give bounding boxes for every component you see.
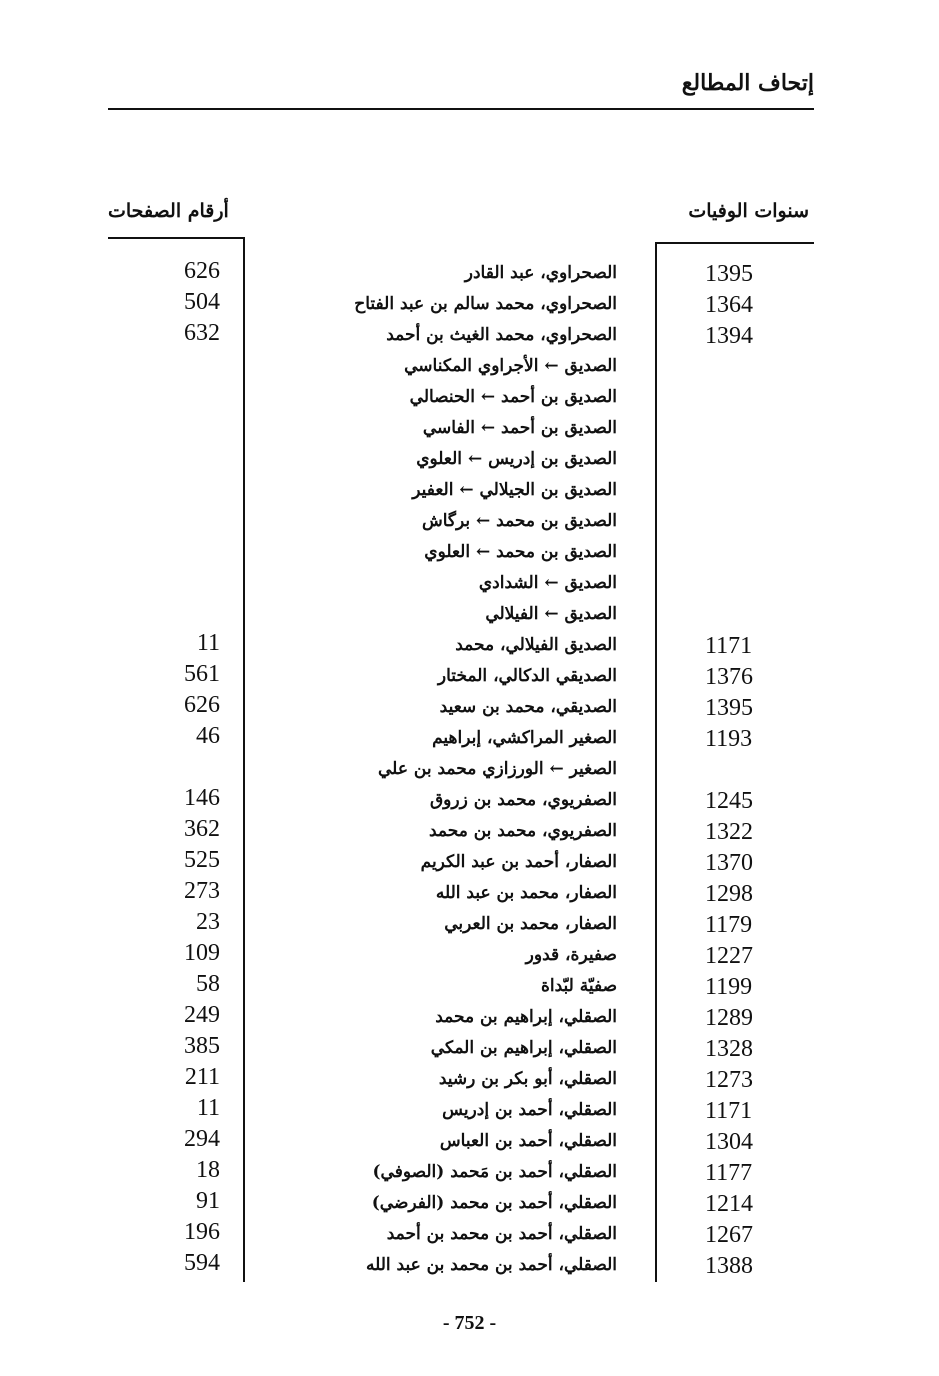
entry-name: الصديقي، محمد بن سعيد <box>439 697 617 717</box>
death-year: 1364 <box>705 292 753 318</box>
death-year: 1388 <box>705 1253 753 1279</box>
entry-name: الصحراوي، محمد سالم بن عبد الفتاح <box>354 294 617 314</box>
death-year: 1273 <box>705 1067 753 1093</box>
table-row <box>0 258 939 289</box>
header-rule <box>108 108 814 110</box>
entry-name: الصفار، أحمد بن عبد الكريم <box>420 852 617 872</box>
entry-name: الصحراوي، محمد الغيث بن أحمد <box>386 325 617 345</box>
entry-name: الصقلي، أبو بكر بن رشيد <box>438 1069 617 1089</box>
table-row <box>0 1188 939 1219</box>
entry-name: الصديق بن الجيلالي ← العفير <box>412 480 617 500</box>
table-row <box>0 382 939 413</box>
table-row <box>0 413 939 444</box>
entry-name: الصفريوي، محمد بن محمد <box>428 821 617 841</box>
table-row <box>0 599 939 630</box>
entry-name: صفيّة لبّداة <box>540 976 617 996</box>
death-year: 1179 <box>705 912 753 938</box>
years-heading-rule <box>657 242 814 244</box>
death-year: 1193 <box>705 726 753 752</box>
table-row <box>0 320 939 351</box>
death-year: 1394 <box>705 323 753 349</box>
entry-name: الصفار، محمد بن العربي <box>444 914 617 934</box>
entry-name: الصقلي، أحمد بن العباس <box>439 1131 617 1151</box>
table-row <box>0 630 939 661</box>
page-reference: 91 <box>196 1188 220 1214</box>
table-row <box>0 661 939 692</box>
page-reference: 109 <box>184 940 220 966</box>
page-reference: 626 <box>184 258 220 284</box>
entry-name: الصقلي، إبراهيم بن المكي <box>430 1038 617 1058</box>
page-reference: 11 <box>196 630 220 656</box>
table-row <box>0 444 939 475</box>
entry-name: الصديق بن أحمد ← الفاسي <box>422 418 617 438</box>
table-row <box>0 878 939 909</box>
entry-name: الصديق ← الأجراوي المكناسي <box>404 356 617 376</box>
death-year: 1289 <box>705 1005 753 1031</box>
table-row <box>0 785 939 816</box>
death-year: 1395 <box>705 261 753 287</box>
entry-name: الصقلي، أحمد بن محمد بن عبد الله <box>365 1255 617 1275</box>
pages-column-heading: أرقام الصفحات <box>108 200 229 222</box>
page-reference: 249 <box>184 1002 220 1028</box>
page-number: - 752 - <box>442 1312 497 1334</box>
page-reference: 626 <box>184 692 220 718</box>
entry-name: الصديق ← الفيلالي <box>485 604 617 624</box>
page-reference: 385 <box>184 1033 220 1059</box>
death-year: 1199 <box>705 974 753 1000</box>
page-reference: 18 <box>196 1157 220 1183</box>
table-row <box>0 940 939 971</box>
page-reference: 196 <box>184 1219 220 1245</box>
page-reference: 23 <box>196 909 220 935</box>
entry-name: الصفار، محمد بن عبد الله <box>435 883 617 903</box>
death-year: 1304 <box>705 1129 753 1155</box>
entry-name: الصديقي الدكالي، المختار <box>437 666 617 686</box>
entry-name: الصديق الفيلالي، محمد <box>455 635 617 655</box>
death-year: 1376 <box>705 664 753 690</box>
death-year: 1322 <box>705 819 753 845</box>
death-year: 1245 <box>705 788 753 814</box>
death-year: 1395 <box>705 695 753 721</box>
page-reference: 294 <box>184 1126 220 1152</box>
entry-name: الصديق بن محمد ← برگاش <box>421 511 617 531</box>
entry-name: الصغير المراكشي، إبراهيم <box>432 728 617 748</box>
table-row <box>0 971 939 1002</box>
table-row <box>0 475 939 506</box>
table-row <box>0 1250 939 1281</box>
page-reference: 58 <box>196 971 220 997</box>
death-year: 1328 <box>705 1036 753 1062</box>
table-row <box>0 1219 939 1250</box>
table-row <box>0 816 939 847</box>
table-row <box>0 351 939 382</box>
table-row <box>0 1033 939 1064</box>
page-reference: 504 <box>184 289 220 315</box>
years-column-heading: سنوات الوفيات <box>688 200 809 222</box>
pages-heading-rule <box>108 237 245 239</box>
table-row <box>0 692 939 723</box>
death-year: 1298 <box>705 881 753 907</box>
entry-name: الصديق ← الشدادي <box>478 573 617 593</box>
table-row <box>0 1095 939 1126</box>
table-row <box>0 1157 939 1188</box>
entry-name: الصغير ← الورزازي محمد بن علي <box>378 759 617 779</box>
table-row <box>0 289 939 320</box>
table-row <box>0 1064 939 1095</box>
entry-name: الصديق بن محمد ← العلوي <box>424 542 617 562</box>
entry-name: الصقلي، إبراهيم بن محمد <box>435 1007 617 1027</box>
page-reference: 146 <box>184 785 220 811</box>
entry-name: الصحراوي، عبد القادر <box>464 263 617 283</box>
page-reference: 561 <box>184 661 220 687</box>
death-year: 1370 <box>705 850 753 876</box>
entry-name: الصفريوي، محمد بن زروق <box>429 790 617 810</box>
entry-name: الصقلي، أحمد بن مَحمد (الصوفي) <box>372 1162 617 1182</box>
entry-name: الصقلي، أحمد بن إدريس <box>442 1100 617 1120</box>
table-row <box>0 847 939 878</box>
entry-name: صفيرة، قدور <box>525 945 617 965</box>
entry-name: الصقلي، أحمد بن محمد (الفرضي) <box>371 1193 617 1213</box>
death-year: 1214 <box>705 1191 753 1217</box>
table-row <box>0 754 939 785</box>
index-table <box>0 258 939 1281</box>
death-year: 1171 <box>705 1098 753 1124</box>
page-reference: 362 <box>184 816 220 842</box>
entry-name: الصديق بن أحمد ← الحنصالي <box>409 387 617 407</box>
page-reference: 11 <box>196 1095 220 1121</box>
table-row <box>0 537 939 568</box>
table-row <box>0 909 939 940</box>
page-reference: 525 <box>184 847 220 873</box>
page-reference: 46 <box>196 723 220 749</box>
page-reference: 211 <box>184 1064 220 1090</box>
death-year: 1227 <box>705 943 753 969</box>
page-reference: 273 <box>184 878 220 904</box>
entry-name: الصديق بن إدريس ← العلوي <box>416 449 617 469</box>
entry-name: الصقلي، أحمد بن محمد بن أحمد <box>386 1224 617 1244</box>
table-row <box>0 506 939 537</box>
death-year: 1267 <box>705 1222 753 1248</box>
table-row <box>0 1126 939 1157</box>
page-reference: 594 <box>184 1250 220 1276</box>
table-row <box>0 568 939 599</box>
page-reference: 632 <box>184 320 220 346</box>
table-row <box>0 1002 939 1033</box>
death-year: 1171 <box>705 633 753 659</box>
running-title: إتحاف المطالع <box>681 70 814 96</box>
death-year: 1177 <box>705 1160 753 1186</box>
table-row <box>0 723 939 754</box>
